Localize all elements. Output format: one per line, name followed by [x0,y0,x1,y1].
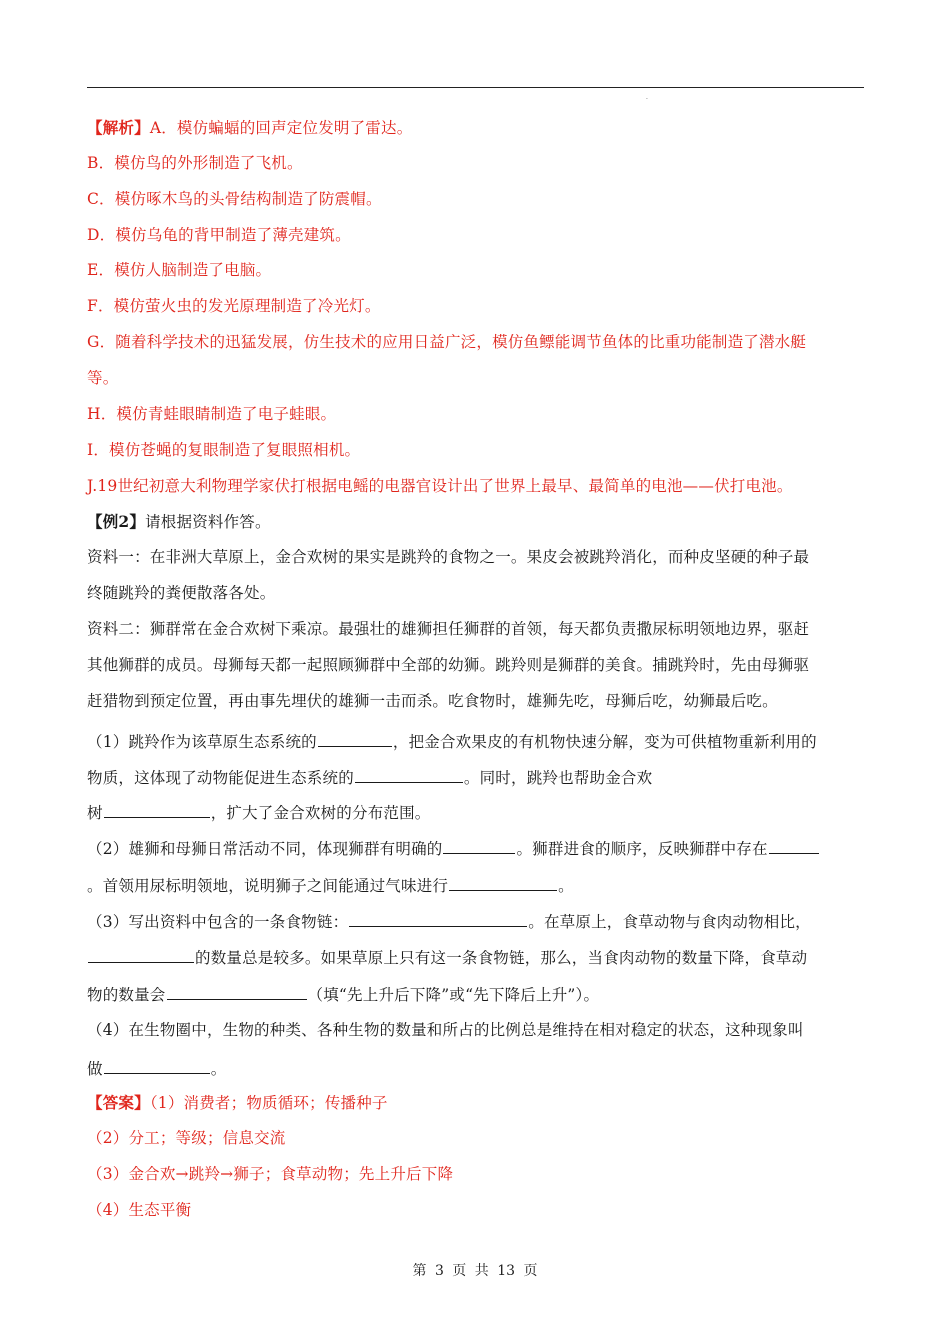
example-label: 【例2】 [87,512,146,531]
q3-line-1: （3）写出资料中包含的一条食物链： 。在草原上，食草动物与食肉动物相比， [87,913,811,931]
analysis-line-f: F．模仿萤火虫的发光原理制造了冷光灯。 [87,297,381,315]
q3-blank-3[interactable] [167,984,307,1000]
page-footer: 第 3 页 共 13 页 [412,1263,538,1279]
material2-line-3: 赶猎物到预定位置，再由事先埋伏的雄狮一击而杀。吃食物时，雄狮先吃，母狮后吃，幼狮最后吃。 [87,692,778,710]
q3-line-3: 物的数量会 （填“先上升后下降”或“先下降后上升”）。 [87,986,600,1004]
q4-blank-1[interactable] [104,1058,210,1074]
header-dot: · [646,96,648,103]
analysis-line-d: D．模仿乌龟的背甲制造了薄壳建筑。 [87,226,351,244]
q1-blank-1[interactable] [318,731,392,747]
answer-line-3: （3）金合欢→跳羚→狮子；食草动物；先上升后下降 [87,1165,454,1183]
q3-blank-1[interactable] [349,911,527,927]
answer-line-4: （4）生态平衡 [87,1201,192,1219]
q2-blank-2[interactable] [769,838,819,854]
analysis-line-j: J.19世纪初意大利物理学家伏打根据电鳐的电器官设计出了世界上最早、最简单的电池——伏打电池。 [87,477,793,495]
analysis-line-b: B．模仿鸟的外形制造了飞机。 [87,154,303,172]
q2-blank-3[interactable] [449,875,557,891]
analysis-line-a: 【解析】A．模仿蝙蝠的回声定位发明了雷达。 [87,118,413,137]
q3-line-2: 的数量总是较多。如果草原上只有这一条食物链，那么，当食肉动物的数量下降，食草动 [87,947,807,968]
analysis-line-e: E．模仿人脑制造了电脑。 [87,261,272,279]
material2-line-2: 其他狮群的成员。母狮每天都一起照顾狮群中全部的幼狮。跳羚则是狮群的美食。捕跳羚时，先由母狮驱 [87,656,810,674]
material1-line-2: 终随跳羚的粪便散落各处。 [87,584,276,602]
header-rule [87,87,864,88]
q2-line-1: （2）雄狮和母狮日常活动不同，体现狮群有明确的 。狮群进食的顺序，反映狮群中存在 [87,838,820,859]
q4-line-1: （4）在生物圈中，生物的种类、各种生物的数量和所占的比例总是维持在相对稳定的状态，这种现象叫 [87,1021,804,1039]
q1-line-2: 物质，这体现了动物能促进生态系统的 。同时，跳羚也帮助金合欢 [87,769,653,787]
q1-blank-3[interactable] [104,802,210,818]
q2-line-2: 。首领用尿标明领地，说明狮子之间能通过气味进行 。 [87,877,574,895]
analysis-line-g: G．随着科学技术的迅猛发展，仿生技术的应用日益广泛，模仿鱼鳔能调节鱼体的比重功能制造了潜水艇 [87,333,807,351]
analysis-line-i: I．模仿苍蝇的复眼制造了复眼照相机。 [87,441,361,459]
example-heading: 【例2】请根据资料作答。 [87,512,271,531]
analysis-line-c: C．模仿啄木鸟的头骨结构制造了防震帽。 [87,190,382,208]
answer-line-2: （2）分工；等级；信息交流 [87,1129,286,1147]
q1-line-3: 树 ，扩大了金合欢树的分布范围。 [87,804,431,822]
answer-line-1: 【答案】（1）消费者；物质循环；传播种子 [87,1093,388,1112]
q3-blank-2[interactable] [88,947,194,963]
analysis-line-h: H．模仿青蛙眼睛制造了电子蛙眼。 [87,405,337,423]
analysis-line-g-cont: 等。 [87,369,119,387]
q1-blank-2[interactable] [355,767,463,783]
material2-line-1: 资料二：狮群常在金合欢树下乘凉。最强壮的雄狮担任狮群的首领，每天都负责撒尿标明领地边界，驱赶 [87,620,810,638]
material1-line-1: 资料一：在非洲大草原上，金合欢树的果实是跳羚的食物之一。果皮会被跳羚消化，而种皮坚硬的种子最 [87,548,810,566]
q2-blank-1[interactable] [443,838,515,854]
answer-label: 【答案】 [87,1093,150,1112]
q1-line-1: （1）跳羚作为该草原生态系统的 ，把金合欢果皮的有机物快速分解，变为可供植物重新利用的 [87,733,817,751]
analysis-label: 【解析】 [87,118,150,137]
q4-line-2: 做 。 [87,1060,227,1078]
